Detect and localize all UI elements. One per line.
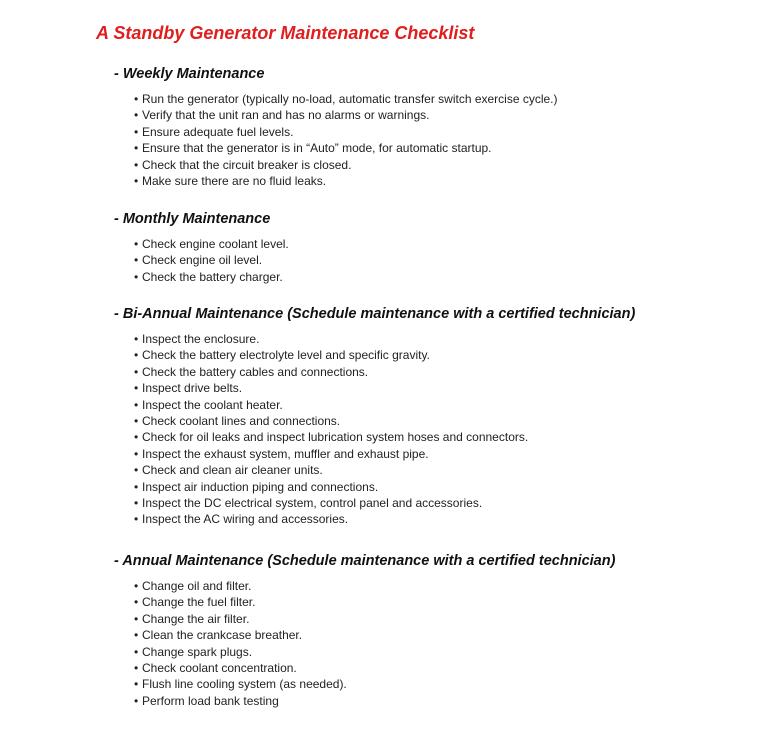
bullet-icon: • — [134, 141, 139, 156]
list-item-text: Ensure adequate fuel levels. — [142, 124, 294, 139]
bullet-icon: • — [134, 595, 139, 610]
list-item-text: Change spark plugs. — [142, 644, 253, 659]
list-item-text: Inspect the exhaust system, muffler and exhaust pipe. — [142, 446, 429, 461]
bullet-icon: • — [134, 237, 139, 251]
bullet-icon: • — [134, 332, 139, 346]
list-item-text: Inspect the enclosure. — [142, 332, 260, 346]
bullet-icon: • — [134, 579, 139, 593]
bullet-icon: • — [134, 512, 139, 527]
list-item — [134, 157, 558, 173]
list-item-text: Inspect the AC wiring and accessories. — [142, 512, 349, 527]
list-item — [134, 693, 615, 709]
list-item-text: Check the battery cables and connections. — [142, 364, 369, 379]
bullet-icon: • — [134, 348, 139, 363]
bullet-icon: • — [134, 446, 139, 461]
section-heading: - Monthly Maintenance — [114, 211, 271, 227]
section-heading: - Bi-Annual Maintenance (Schedule maintenance with a certified technician) — [114, 306, 636, 322]
list-item — [134, 594, 615, 610]
checklist-items — [114, 331, 635, 528]
list-item-text: Inspect air induction piping and connections. — [142, 479, 379, 494]
list-item — [134, 429, 635, 445]
bullet-icon: • — [134, 124, 139, 139]
section-bi-annual-maintenance — [114, 304, 635, 528]
list-item-text: Verify that the unit ran and has no alarms or warnings. — [142, 108, 430, 123]
section-weekly-maintenance — [114, 64, 558, 189]
checklist-items — [114, 578, 615, 709]
list-item — [134, 644, 615, 660]
list-item — [134, 446, 635, 462]
bullet-icon: • — [134, 269, 139, 284]
list-item — [134, 236, 289, 252]
list-item — [134, 269, 289, 285]
list-item-text: Change the air filter. — [142, 611, 250, 626]
bullet-icon: • — [134, 108, 139, 123]
list-item — [134, 413, 635, 429]
bullet-icon: • — [134, 157, 139, 172]
list-item-text: Ensure that the generator is in “Auto” mode, for automatic startup. — [142, 141, 492, 156]
list-item — [134, 462, 635, 478]
section-monthly-maintenance — [114, 209, 289, 285]
list-item — [134, 173, 558, 189]
list-item — [134, 627, 615, 643]
list-item — [134, 495, 635, 511]
bullet-icon: • — [134, 463, 139, 478]
page-title: A Standby Generator Maintenance Checklist — [96, 23, 475, 43]
list-item-text: Make sure there are no fluid leaks. — [142, 174, 327, 189]
list-item-text: Check engine oil level. — [142, 253, 263, 268]
list-item — [134, 660, 615, 676]
checklist-items — [114, 236, 289, 285]
list-item-text: Check the battery charger. — [142, 269, 283, 284]
list-item-text: Check the battery electrolyte level and specific gravity. — [142, 348, 430, 363]
section-heading: - Annual Maintenance (Schedule maintenance with a certified technician) — [114, 553, 616, 569]
list-item-text: Perform load bank testing — [142, 693, 279, 708]
bullet-icon: • — [134, 364, 139, 379]
list-item-text: Check that the circuit breaker is closed. — [142, 157, 352, 172]
section-annual-maintenance — [114, 551, 615, 709]
list-item — [134, 578, 615, 594]
list-item-text: Check coolant lines and connections. — [142, 414, 341, 429]
list-item — [134, 331, 635, 347]
list-item — [134, 611, 615, 627]
bullet-icon: • — [134, 677, 139, 692]
bullet-icon: • — [134, 644, 139, 659]
list-item — [134, 380, 635, 396]
list-item-text: Check coolant concentration. — [142, 661, 297, 676]
bullet-icon: • — [134, 693, 139, 708]
list-item — [134, 124, 558, 140]
bullet-icon: • — [134, 611, 139, 626]
bullet-icon: • — [134, 414, 139, 429]
list-item — [134, 511, 635, 527]
list-item — [134, 364, 635, 380]
section-heading: - Weekly Maintenance — [114, 66, 265, 82]
bullet-icon: • — [134, 628, 139, 643]
list-item — [134, 252, 289, 268]
bullet-icon: • — [134, 381, 139, 396]
list-item-text: Inspect the DC electrical system, control panel and accessories. — [142, 496, 483, 511]
list-item-text: Flush line cooling system (as needed). — [142, 677, 347, 692]
bullet-icon: • — [134, 397, 139, 412]
bullet-icon: • — [134, 430, 139, 445]
list-item-text: Change the fuel filter. — [142, 595, 256, 610]
list-item — [134, 347, 635, 363]
bullet-icon: • — [134, 253, 139, 268]
list-item-text: Check and clean air cleaner units. — [142, 463, 323, 478]
bullet-icon: • — [134, 174, 139, 189]
list-item-text: Check for oil leaks and inspect lubrication system hoses and connectors. — [142, 430, 529, 445]
bullet-icon: • — [134, 92, 139, 106]
list-item — [134, 107, 558, 123]
list-item — [134, 140, 558, 156]
bullet-icon: • — [134, 496, 139, 511]
list-item-text: Change oil and filter. — [142, 579, 252, 593]
list-item-text: Inspect the coolant heater. — [142, 397, 283, 412]
bullet-icon: • — [134, 479, 139, 494]
bullet-icon: • — [134, 661, 139, 676]
list-item-text: Clean the crankcase breather. — [142, 628, 303, 643]
list-item — [134, 397, 635, 413]
list-item-text: Check engine coolant level. — [142, 237, 289, 251]
checklist-items — [114, 91, 558, 189]
list-item-text: Run the generator (typically no-load, automatic transfer switch exercise cycle.) — [142, 92, 558, 106]
list-item — [134, 91, 558, 107]
list-item — [134, 676, 615, 692]
list-item — [134, 479, 635, 495]
list-item-text: Inspect drive belts. — [142, 381, 243, 396]
